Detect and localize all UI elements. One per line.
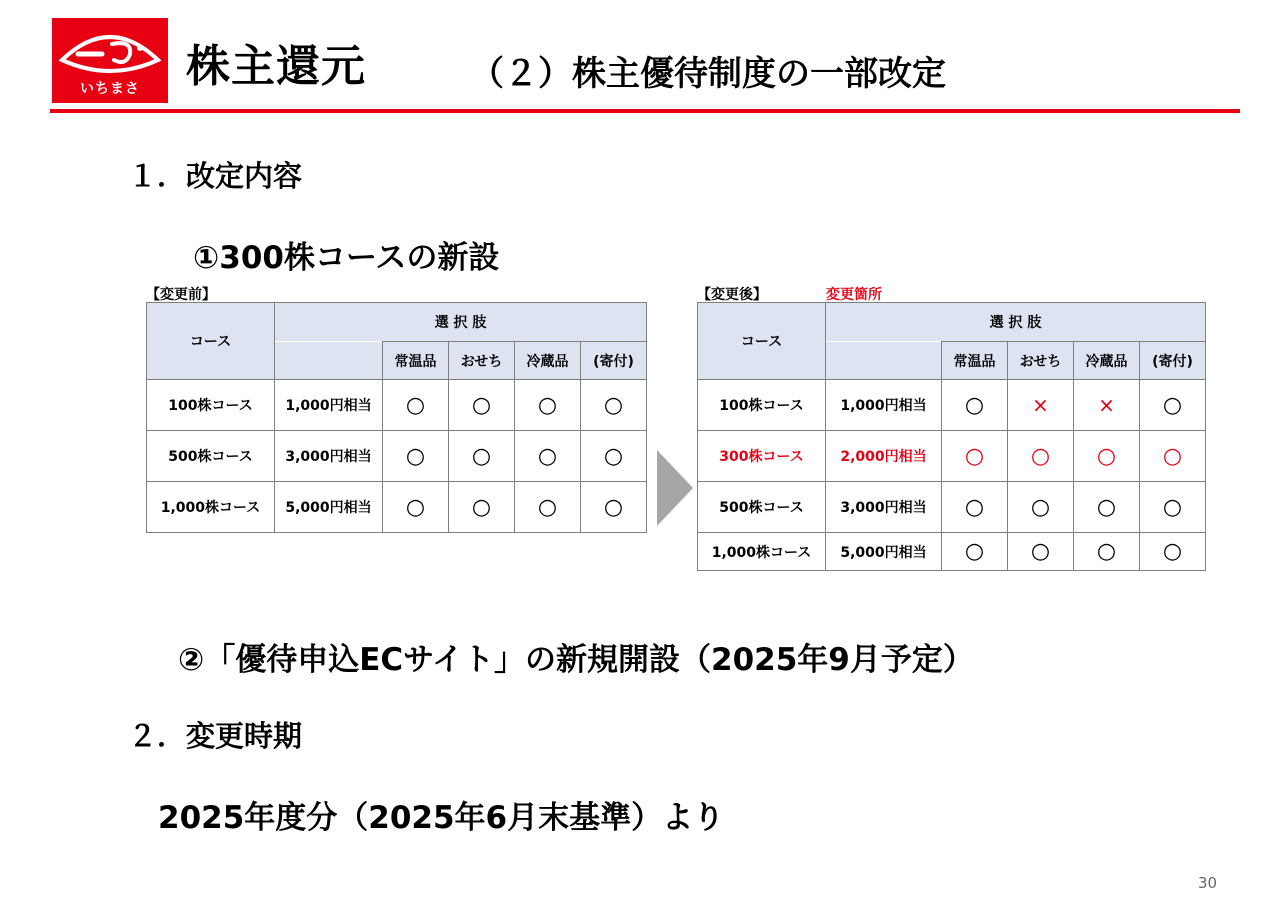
header-blank (275, 342, 383, 380)
before-label: 【変更前】 (146, 287, 216, 303)
value-cell: 5,000円相当 (826, 533, 942, 571)
header-option: 常温品 (942, 342, 1008, 380)
header-option: 常温品 (383, 342, 449, 380)
header-divider (50, 109, 1240, 113)
header-course: コース (698, 303, 826, 380)
value-cell: 2,000円相当 (826, 431, 942, 482)
header-course: コース (147, 303, 275, 380)
header-choices: 選 択 肢 (826, 303, 1206, 342)
mark-cell: ○ (1074, 482, 1140, 533)
item1-heading: ①300株コースの新設 (193, 240, 500, 276)
page-number: 30 (1198, 874, 1218, 892)
mark-cell: ○ (1140, 482, 1206, 533)
course-cell: 300株コース (698, 431, 826, 482)
mark-cell: ○ (581, 482, 647, 533)
table-row (147, 482, 647, 533)
cross-mark-cell: × (1074, 380, 1140, 431)
table-row (147, 431, 647, 482)
value-cell: 3,000円相当 (826, 482, 942, 533)
mark-cell: ○ (942, 482, 1008, 533)
table-row-new (698, 431, 1206, 482)
mark-cell: ○ (942, 431, 1008, 482)
value-cell: 1,000円相当 (275, 380, 383, 431)
page-subtitle: （２）株主優待制度の一部改定 (470, 54, 946, 94)
table-row (698, 380, 1206, 431)
table-row (698, 533, 1206, 571)
course-cell: 100株コース (147, 380, 275, 431)
value-cell: 5,000円相当 (275, 482, 383, 533)
course-cell: 100株コース (698, 380, 826, 431)
mark-cell: ○ (581, 431, 647, 482)
course-cell: 1,000株コース (698, 533, 826, 571)
course-cell: 1,000株コース (147, 482, 275, 533)
header-option: (寄付) (581, 342, 647, 380)
mark-cell: ○ (1074, 533, 1140, 571)
mark-cell: ○ (515, 380, 581, 431)
item2-heading: ②「優待申込ECサイト」の新規開設（2025年9月予定） (178, 642, 974, 678)
mark-cell: ○ (581, 380, 647, 431)
mark-cell: ○ (942, 380, 1008, 431)
after-table (697, 302, 1206, 571)
value-cell: 3,000円相当 (275, 431, 383, 482)
mark-cell: ○ (1140, 431, 1206, 482)
mark-cell: ○ (449, 380, 515, 431)
mark-cell: ○ (515, 431, 581, 482)
course-cell: 500株コース (147, 431, 275, 482)
mark-cell: ○ (1008, 533, 1074, 571)
logo-text: いちまさ (80, 81, 140, 97)
mark-cell: ○ (515, 482, 581, 533)
changed-label: 変更箇所 (826, 287, 882, 303)
header-option: おせち (449, 342, 515, 380)
mark-cell: ○ (383, 380, 449, 431)
mark-cell: ○ (1008, 431, 1074, 482)
mark-cell: ○ (449, 482, 515, 533)
page-title: 株主還元 (186, 41, 366, 92)
section1-heading: １．改定内容 (128, 159, 303, 193)
mark-cell: ○ (449, 431, 515, 482)
mark-cell: ○ (1008, 482, 1074, 533)
mark-cell: ○ (383, 482, 449, 533)
cross-mark-cell: × (1008, 380, 1074, 431)
header-option: 冷蔵品 (515, 342, 581, 380)
header-option: (寄付) (1140, 342, 1206, 380)
mark-cell: ○ (1074, 431, 1140, 482)
header-choices: 選 択 肢 (275, 303, 647, 342)
mark-cell: ○ (383, 431, 449, 482)
header-option: 冷蔵品 (1074, 342, 1140, 380)
header-blank (826, 342, 942, 380)
header-option: おせち (1008, 342, 1074, 380)
company-logo (52, 18, 168, 103)
course-cell: 500株コース (698, 482, 826, 533)
section2-heading: ２．変更時期 (128, 719, 303, 753)
mark-cell: ○ (1140, 533, 1206, 571)
value-cell: 1,000円相当 (826, 380, 942, 431)
table-row (147, 380, 647, 431)
mark-cell: ○ (1140, 380, 1206, 431)
mark-cell: ○ (942, 533, 1008, 571)
section2-text: 2025年度分（2025年6月末基準）より (158, 800, 725, 836)
after-label: 【変更後】 (697, 287, 767, 303)
table-row (698, 482, 1206, 533)
before-table (146, 302, 647, 533)
chevron-right-icon (657, 450, 695, 526)
